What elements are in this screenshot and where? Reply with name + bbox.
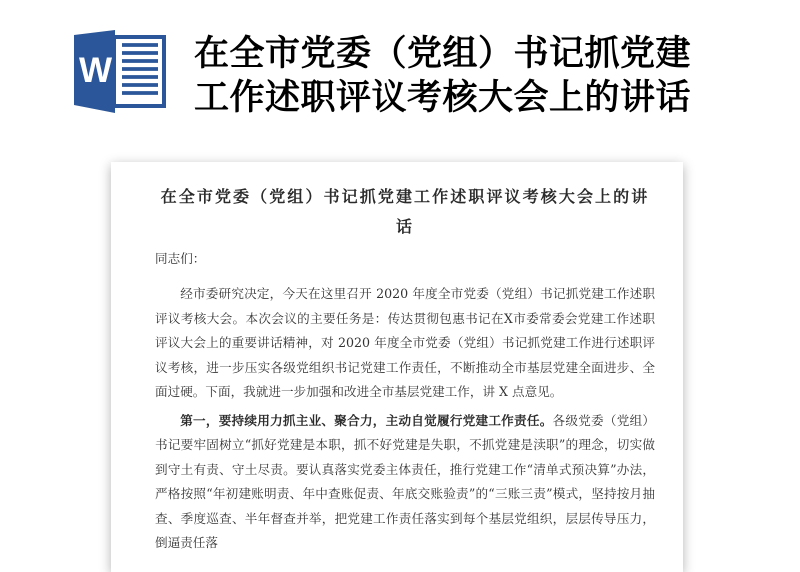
doc-greeting: 同志们： — [155, 251, 206, 266]
doc-paragraph-2-body: 各级党委（党组）书记要牢固树立“抓好党建是本职，抓不好党建是失职，不抓党建是渎职”的理念，切实做到守土有责、守土尽责。要认真落实党委主体责任，推行党建工作“清单式预决算”办法，严格按照“年初建账明责、年中查账促责、年底交账验责”的“三账三责”模式，坚持按月抽查、季度巡查、半年督查并举，把党建工作责任落实到每个基层党组织，层层传导压力，倒逼责任落 — [155, 412, 656, 550]
doc-title-line-1: 在全市党委（党组）书记抓党建工作述职评议考核大会上的讲 — [160, 187, 650, 206]
page-title — [194, 30, 691, 120]
doc-paragraph-2 — [155, 409, 655, 556]
doc-title-line-2: 话 — [395, 217, 415, 236]
word-icon — [74, 30, 167, 113]
word-icon-letter: W — [78, 51, 113, 90]
page-title-line-1: 在全市党委（党组）书记抓党建 — [194, 34, 692, 73]
doc-title — [155, 182, 655, 242]
doc-paragraph-2-lead: 第一，要持续用力抓主业、聚合力，主动自觉履行党建工作责任。 — [180, 412, 553, 428]
page-title-line-2: 工作述职评议考核大会上的讲话 — [194, 78, 692, 117]
word-icon-page — [114, 37, 164, 106]
doc-paragraph-1: 经市委研究决定，今天在这里召开 2020 年度全市党委（党组）书记抓党建工作述职评议考核大会。本次会议的主要任务是：传达贯彻包惠书记在X市委常委会党建工作述职评议大会上的重要讲话精神，对 2020 年度全市党委（党组）书记抓党建工作进行述职评议考核，进一步压实各级党组织书记党建工作责任，不断推动全市基层党建全面进步、全面过硬。下面，我就进一步加强和改进全市基层党建工作，讲 X 点意见。 — [155, 286, 655, 399]
document-header — [74, 30, 691, 120]
document-page — [111, 162, 683, 572]
